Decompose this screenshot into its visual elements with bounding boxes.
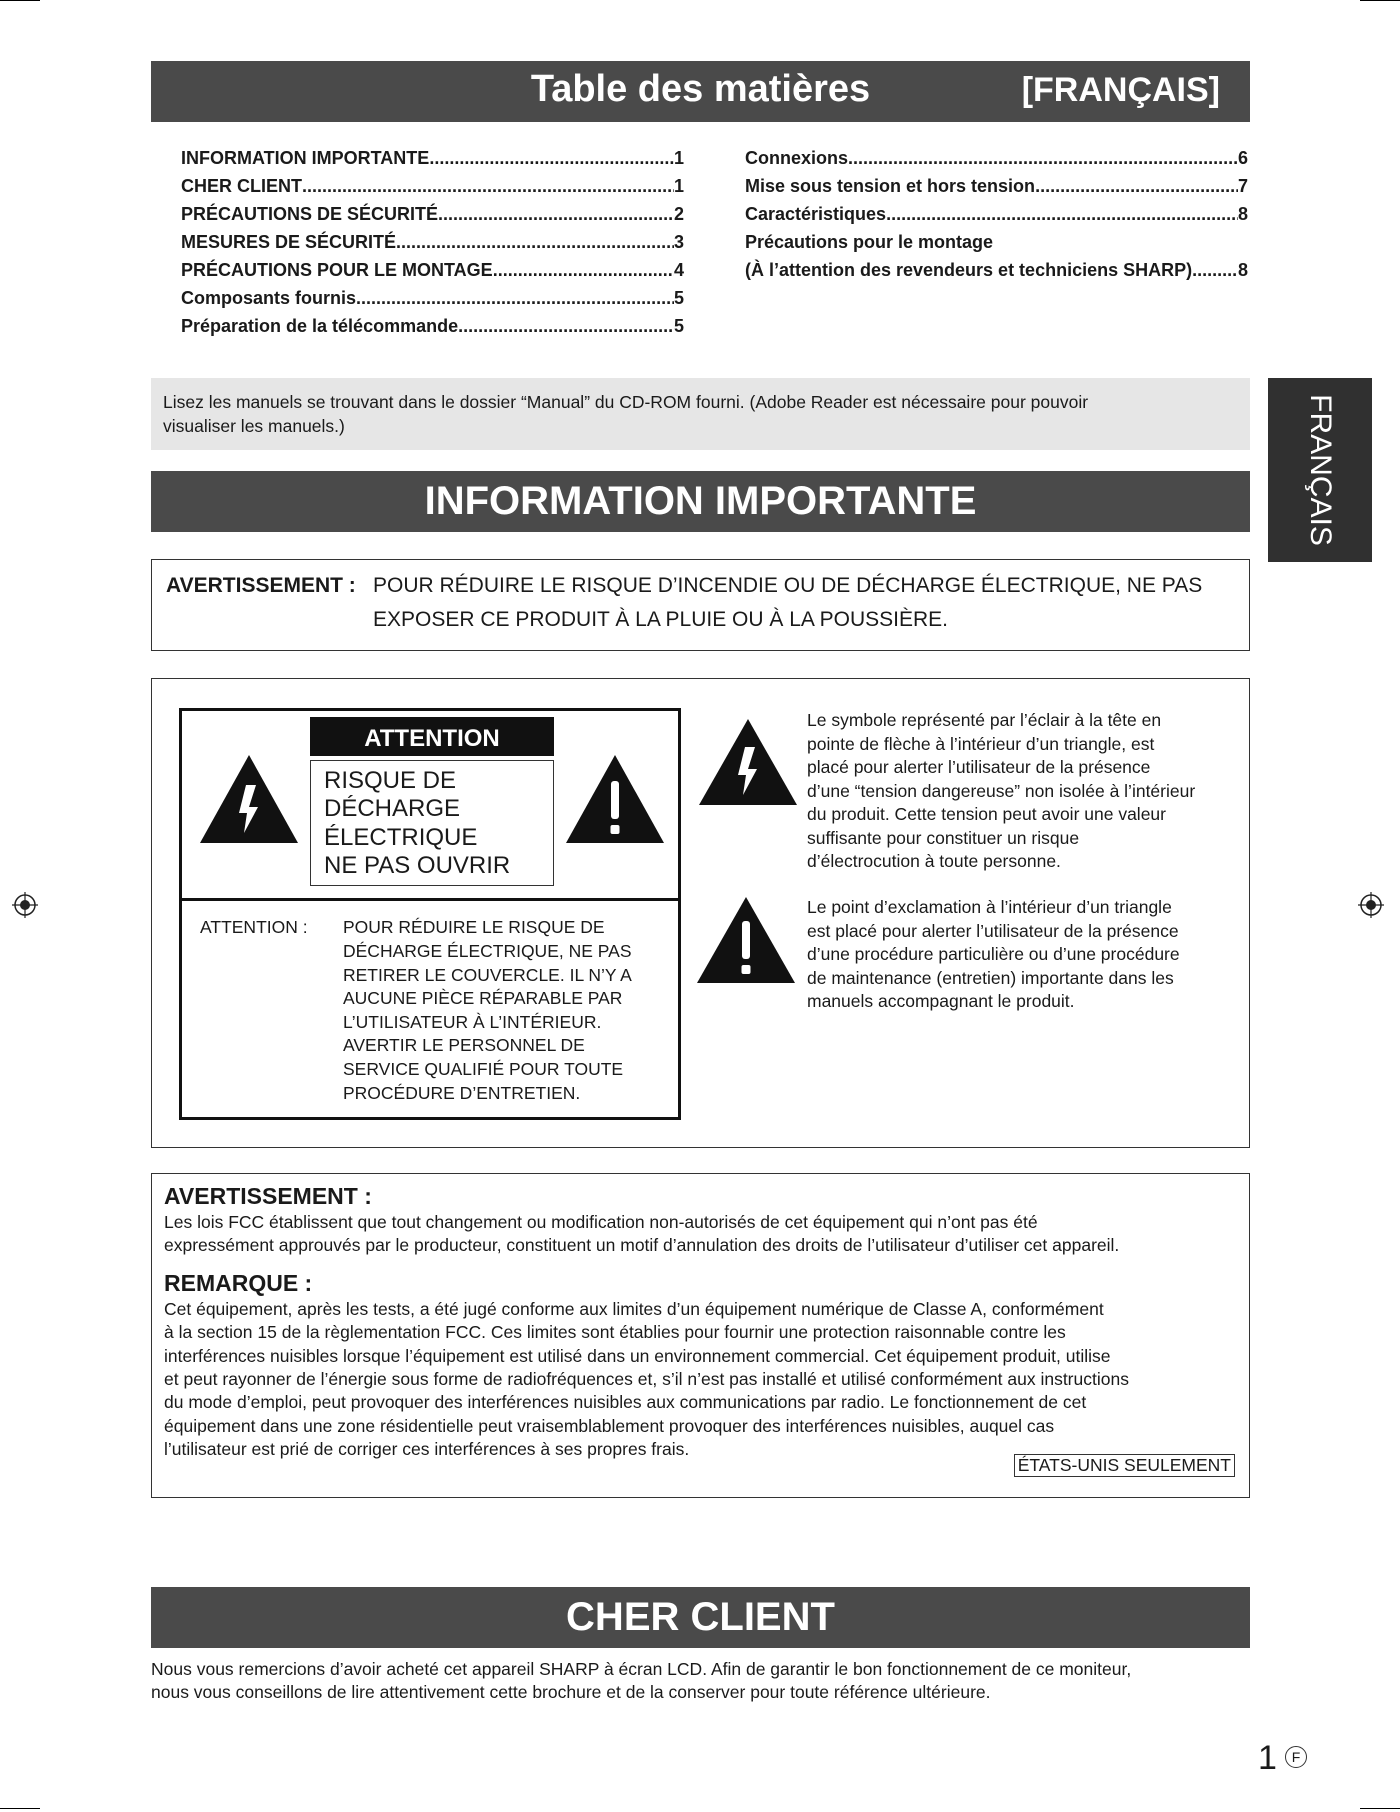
- toc-entry[interactable]: (À l’attention des revendeurs et techniciens SHARP) ..... 8: [745, 260, 1248, 288]
- caution-divider: [182, 898, 678, 901]
- description-line: Le point d’exclamation à l’intérieur d’un triangle: [807, 897, 1172, 917]
- lightning-warning-icon: [695, 715, 801, 809]
- attention-line: AUCUNE PIÈCE RÉPARABLE PAR: [343, 988, 623, 1008]
- toc-right-column: [745, 148, 1248, 288]
- client-line: nous vous conseillons de lire attentivement cette brochure et de la conserver pour toute référence ultérieure.: [151, 1682, 991, 1702]
- attention-label: ATTENTION :: [200, 917, 308, 937]
- client-heading-bar: [151, 1587, 1250, 1648]
- fcc-warning-line: expressément approuvés par le producteur, constituent un motif d’annulation des droits de l’utilisateur d’utiliser cet appareil.: [164, 1235, 1120, 1255]
- description-line: est placé pour alerter l’utilisateur de la présence: [807, 920, 1179, 941]
- remarque-line: à la section 15 de la règlementation FCC. Ces limites sont établies pour fournir une protection raisonnable contre les: [164, 1322, 1066, 1342]
- page-suffix: F: [1291, 1749, 1301, 1765]
- page-suffix-badge: [1285, 1746, 1307, 1768]
- client-line: Nous vous remercions d’avoir acheté cet appareil SHARP à écran LCD. Afin de garantir le bon fonctionnement de ce moniteur,: [151, 1659, 1132, 1679]
- attention-line: PROCÉDURE D’ENTRETIEN.: [343, 1083, 581, 1103]
- toc-entry[interactable]: MESURES DE SÉCURITÉ ..... 3: [181, 232, 684, 260]
- warning-box: [151, 559, 1250, 651]
- fcc-box: [151, 1173, 1250, 1498]
- remarque-line: du mode d’emploi, peut provoquer des interférences nuisibles aux communications par radio. Le fonctionnement de cet: [164, 1392, 1087, 1412]
- crop-mark: [0, 1808, 40, 1809]
- caution-line: ÉLECTRIQUE: [324, 824, 478, 851]
- attention-line: RETIRER LE COUVERCLE. IL N’Y A: [343, 965, 632, 985]
- exclamation-description: [807, 896, 1247, 1014]
- caution-text-box: [310, 760, 554, 886]
- caution-title: ATTENTION: [364, 725, 500, 752]
- attention-line: L’UTILISATEUR À L’INTÉRIEUR.: [343, 1012, 602, 1032]
- side-tab-label: FRANÇAIS: [1304, 394, 1337, 546]
- toc-entry[interactable]: PRÉCAUTIONS POUR LE MONTAGE ..... 4: [181, 260, 684, 288]
- crop-mark: [0, 0, 40, 1]
- remarque-line: Cet équipement, après les tests, a été jugé conforme aux limites d’un équipement numérique de Classe A, conformément: [164, 1299, 1104, 1319]
- toc-entry[interactable]: Caractéristiques ..... 8: [745, 204, 1248, 232]
- language-tag: [FRANÇAIS]: [1021, 71, 1220, 109]
- description-line: pointe de flèche à l’intérieur d’un triangle, est: [807, 733, 1155, 754]
- crop-mark: [1360, 0, 1400, 1]
- toc-left-column: [181, 148, 684, 344]
- lightning-description: [807, 709, 1247, 874]
- description-line: d’une “tension dangereuse” non isolée à l’intérieur: [807, 780, 1196, 801]
- remarque-line: interférences nuisibles lorsque l’équipement est utilisé dans un environnement commercial. Cet équipement produit, utilise: [164, 1346, 1111, 1366]
- note-box: [151, 378, 1250, 450]
- description-line: du produit. Cette tension peut avoir une valeur: [807, 804, 1166, 824]
- description-line: d’électrocution à toute personne.: [807, 851, 1061, 871]
- description-line: d’une procédure particulière ou d’une procédure: [807, 944, 1180, 964]
- toc-entry[interactable]: Composants fournis ..... 5: [181, 288, 684, 316]
- toc-entry-line[interactable]: Précautions pour le montage: [745, 232, 994, 252]
- note-line: visualiser les manuels.): [163, 416, 345, 436]
- attention-line: POUR RÉDUIRE LE RISQUE DE: [343, 917, 605, 937]
- info-heading: INFORMATION IMPORTANTE: [424, 479, 977, 523]
- info-heading-bar: [151, 471, 1250, 532]
- remarque-title: REMARQUE :: [164, 1270, 313, 1296]
- toc-entry[interactable]: Préparation de la télécommande ..... 5: [181, 316, 684, 344]
- description-line: manuels accompagnant le produit.: [807, 991, 1075, 1011]
- lightning-warning-icon: [196, 751, 302, 847]
- attention-line: SERVICE QUALIFIÉ POUR TOUTE: [343, 1059, 624, 1079]
- caution-label: [179, 708, 681, 1120]
- page-number: 1: [1258, 1739, 1277, 1777]
- exclamation-warning-icon: [562, 751, 668, 847]
- toc-entry[interactable]: CHER CLIENT ..... 1: [181, 176, 684, 204]
- toc-entry[interactable]: INFORMATION IMPORTANTE ..... 1: [181, 148, 684, 176]
- crop-mark: [1360, 1808, 1400, 1809]
- caution-line: RISQUE DE: [324, 767, 457, 794]
- remarque-line: équipement dans une zone résidentielle peut vraisemblablement provoquer des interférences nuisibles, auquel cas: [164, 1416, 1055, 1436]
- description-line: suffisante pour constituer un risque: [807, 827, 1080, 848]
- toc-title: Table des matières: [530, 68, 871, 110]
- attention-line: DÉCHARGE ÉLECTRIQUE, NE PAS: [343, 941, 632, 961]
- toc-entry[interactable]: Mise sous tension et hors tension ..... 7: [745, 176, 1248, 204]
- language-side-tab: [1268, 378, 1372, 562]
- remarque-line: l’utilisateur est prié de corriger ces interférences à ses propres frais.: [164, 1439, 690, 1459]
- description-line: placé pour alerter l’utilisateur de la présence: [807, 757, 1151, 777]
- fcc-warning-line: Les lois FCC établissent que tout changement ou modification non-autorisés de cet équipement qui n’ont pas été: [164, 1212, 1038, 1232]
- registration-mark-icon: [12, 892, 38, 918]
- description-line: de maintenance (entretien) importante dans les: [807, 967, 1174, 988]
- warning-label: AVERTISSEMENT :: [166, 574, 356, 597]
- toc-entry[interactable]: Connexions ..... 6: [745, 148, 1248, 176]
- note-line: Lisez les manuels se trouvant dans le dossier “Manual” du CD-ROM fourni. (Adobe Reader est nécessaire pour pouvoir: [163, 392, 1089, 412]
- caution-line: DÉCHARGE: [324, 795, 461, 822]
- exclamation-warning-icon: [693, 893, 799, 987]
- registration-mark-icon: [1358, 892, 1384, 918]
- warning-line: POUR RÉDUIRE LE RISQUE D’INCENDIE OU DE DÉCHARGE ÉLECTRIQUE, NE PAS: [373, 574, 1203, 597]
- symbols-box: [151, 678, 1250, 1148]
- description-line: Le symbole représenté par l’éclair à la tête en: [807, 710, 1162, 730]
- warning-line: EXPOSER CE PRODUIT À LA PLUIE OU À LA POUSSIÈRE.: [373, 608, 948, 631]
- caution-title-box: [310, 717, 554, 756]
- remarque-line: et peut rayonner de l’énergie sous forme de radiofréquences et, s’il n’est pas installé et utilisé conformément aux instructions: [164, 1369, 1129, 1389]
- caution-line: NE PAS OUVRIR: [324, 852, 511, 879]
- attention-line: AVERTIR LE PERSONNEL DE: [343, 1035, 585, 1055]
- usa-only-badge: ÉTATS-UNIS SEULEMENT: [1014, 1454, 1235, 1477]
- client-heading: CHER CLIENT: [566, 1595, 835, 1639]
- fcc-warning-title: AVERTISSEMENT :: [164, 1183, 372, 1209]
- toc-entry[interactable]: PRÉCAUTIONS DE SÉCURITÉ ..... 2: [181, 204, 684, 232]
- toc-header-bar: [151, 61, 1250, 122]
